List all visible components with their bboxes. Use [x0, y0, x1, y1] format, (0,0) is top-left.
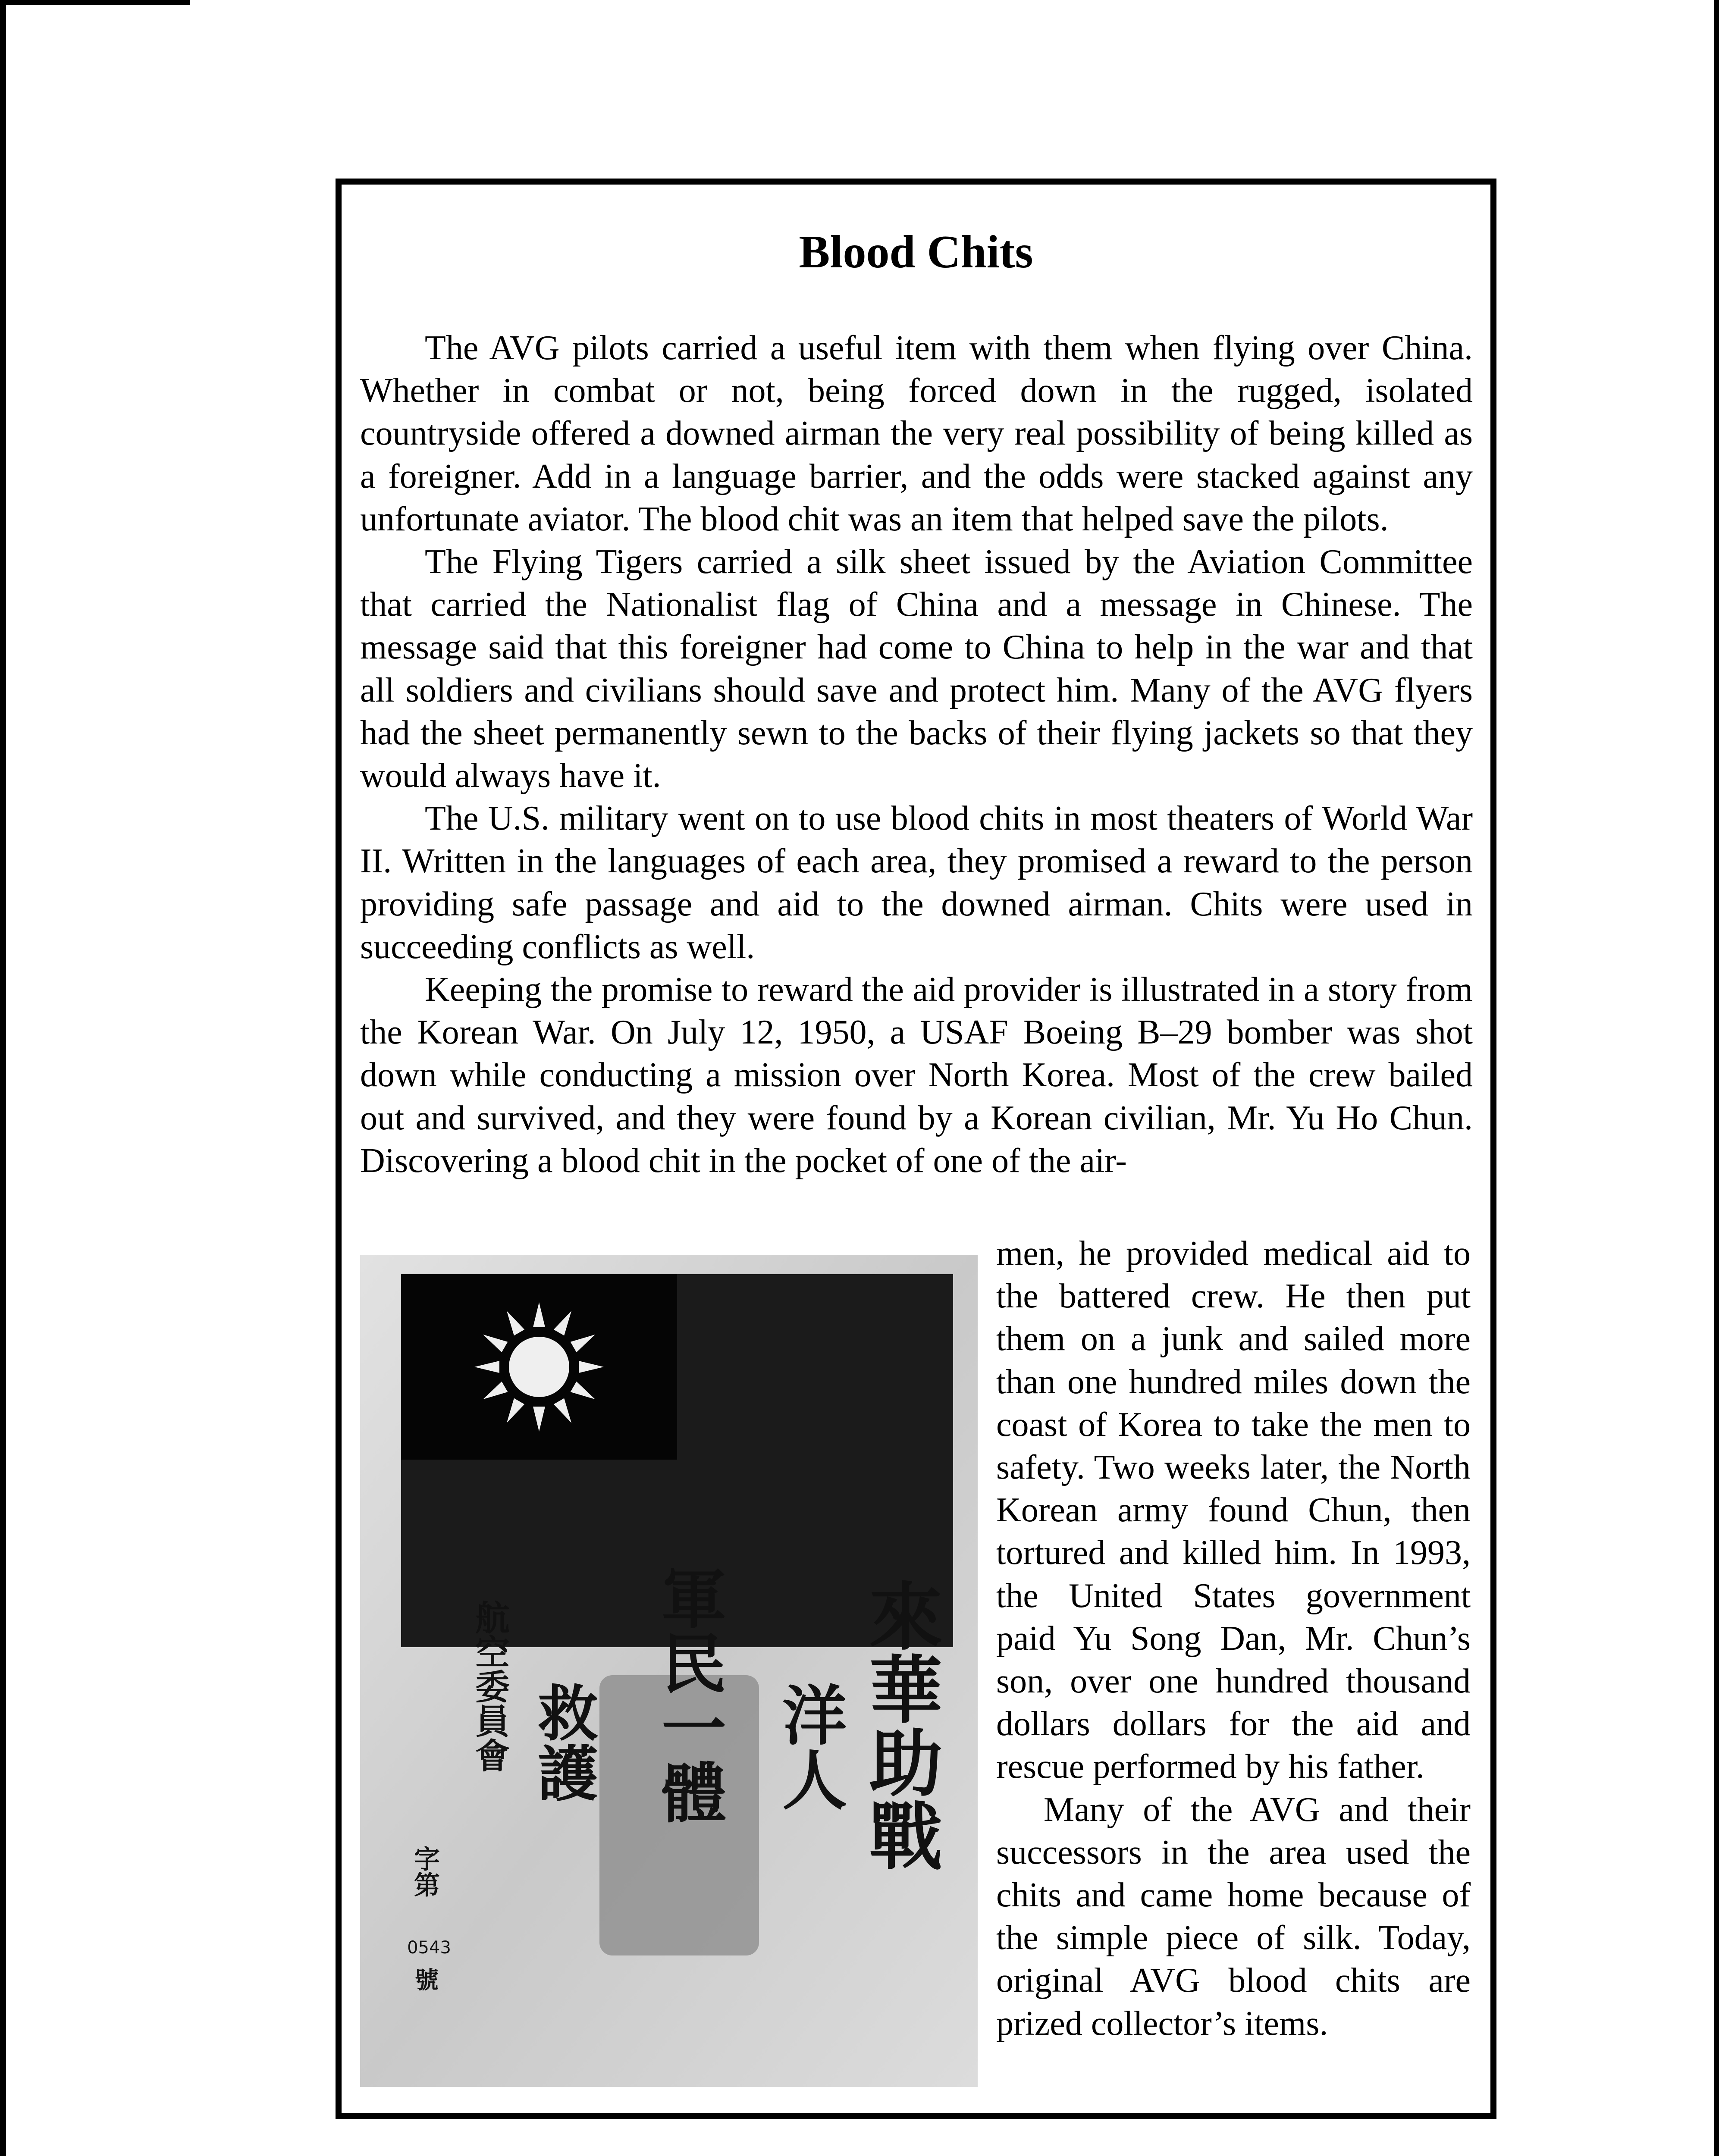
wrapped-text — [996, 1232, 1471, 2045]
paragraph-1: The AVG pilots carried a useful item with them when flying over China. Whether in combat or not, being forced down in the rugged, isolated countryside offered a downed airman the very real possibility of being killed as a foreigner. Add in a language barrier, and the odds were stacked against any unfortunate aviator. The blood chit was an item that helped save the pilots. — [360, 329, 1473, 538]
serial-number: 0543 — [407, 1938, 451, 1958]
chinese-column-7: 號 — [411, 1967, 439, 1991]
paragraph-3: The U.S. military went on to use blood chits in most theaters of World War II. Written in the languages of each area, they promised a reward to the person providing safe passage and aid to the downed airman. Chits were used in succeeding conflicts as well. — [360, 799, 1473, 966]
scan-edge-top — [0, 0, 190, 5]
scan-edge-right — [1714, 0, 1719, 2156]
paragraph-4: Keeping the promise to reward the aid provider is illustrated in a story from the Korean War. On July 12, 1950, a USAF Boeing B–29 bomber was shot down while conducting a mission over North Korea. Most of the crew bailed out and survived, and they were found by a Korean civilian, Mr. Yu Ho Chun. Discovering a blood chit in the pocket of one of the air- — [360, 971, 1473, 1180]
article-body — [360, 327, 1473, 1182]
blood-chit-image — [360, 1255, 978, 2087]
chinese-column-1: 來華助戰 — [856, 1578, 942, 1871]
blood-chit-photo — [360, 1255, 978, 2087]
chinese-column-2: 洋人 — [771, 1682, 846, 1811]
side-paragraph-2: Many of the AVG and their successors in the area used the chits and came home because of the simple piece of silk. Today, original AVG blood chits are prized collector’s items. — [996, 1790, 1471, 2043]
page-title: Blood Chits — [799, 226, 1033, 278]
side-paragraph-1: men, he provided medical aid to the battered crew. He then put them on a junk and sailed more than one hundred miles down the coast of Korea to take the men to safety. Two weeks later, the North Korean army found Chun, then tortured and killed him. In 1993, the United States government paid Yu Song Dan, Mr. Chun’s son, over one hundred thousand dollars dollars for the aid and rescue performed by his father. — [996, 1235, 1471, 1786]
chinese-column-5: 航空委員會 — [469, 1600, 510, 1772]
chinese-column-4: 救護 — [527, 1682, 598, 1802]
scan-edge-left — [0, 0, 6, 2156]
paragraph-2: The Flying Tigers carried a silk sheet issued by the Aviation Committee that carried the Nationalist flag of China and a message in Chinese. The message said that this foreigner had come to China to help in the war and that all soldiers and civilians should save and protect him. Many of the AVG flyers had the sheet permanently sewn to the backs of their flying jackets so that they would always have it. — [360, 543, 1473, 795]
chinese-column-6: 字第 — [410, 1846, 440, 1897]
chinese-column-3: 軍民一體 — [650, 1565, 725, 1824]
